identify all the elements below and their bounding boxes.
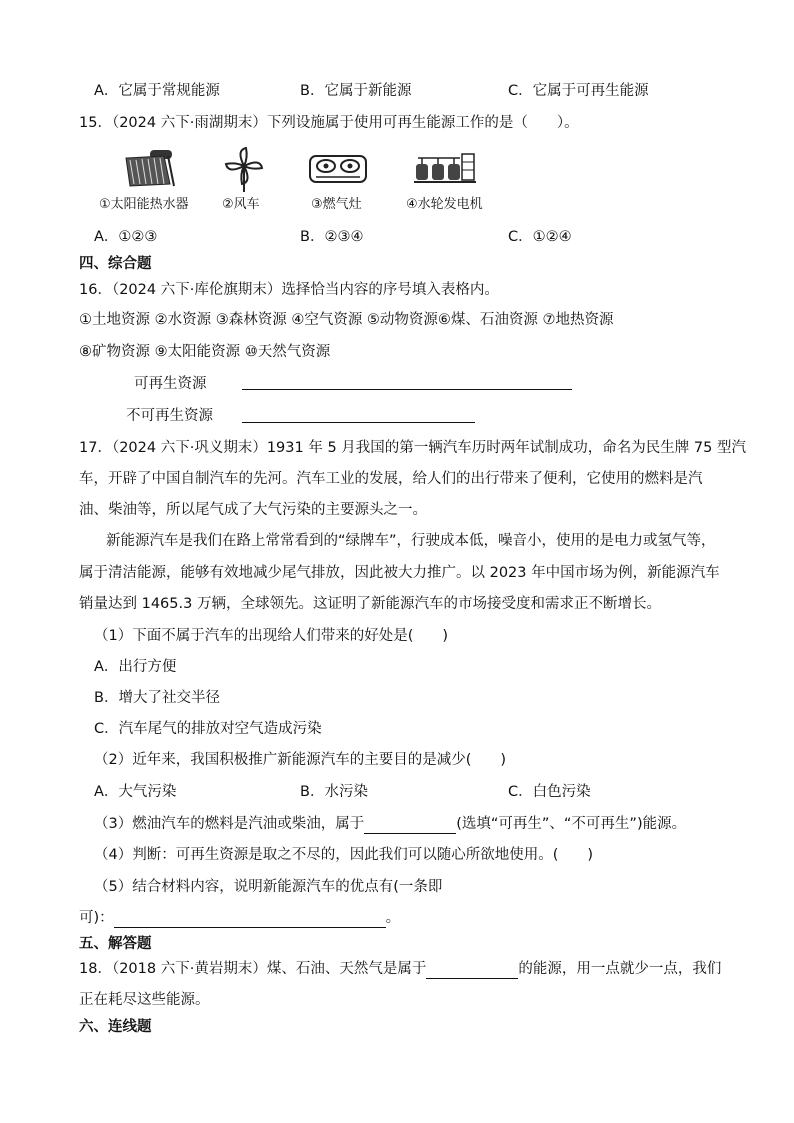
- q17-sub1-option-a: A．出行方便: [94, 659, 177, 675]
- q17-sub5-post: 。: [385, 910, 401, 926]
- section-4-heading: 四、综合题: [79, 256, 152, 272]
- q16-stem: 16．（2024 六下·库伦旗期末）选择恰当内容的序号填入表格内。: [79, 282, 499, 298]
- q17-sub2-option-c: C．白色污染: [508, 784, 591, 800]
- q17-sub5-line2: [79, 908, 400, 928]
- section-6-heading: 六、连线题: [79, 1019, 152, 1035]
- q17-sub1-option-b: B．增大了社交半径: [94, 690, 220, 706]
- q17-sub3-pre: （3）燃油汽车的燃料是汽油或柴油，属于: [94, 816, 365, 832]
- q17-sub1-option-c: C．汽车尾气的排放对空气造成污染: [94, 721, 322, 737]
- q17-p2-line2: 属于清洁能源，能够有效地减少尾气排放，因此被大力推广。以 2023 年中国市场为例，新能源汽车: [79, 565, 720, 581]
- q17-sub5-blank[interactable]: [114, 911, 386, 928]
- q16-items-line2: ⑧矿物资源 ⑨太阳能资源 ⑩天然气资源: [79, 344, 331, 360]
- q16-items-line1: ①土地资源 ②水资源 ③森林资源 ④空气资源 ⑤动物资源⑥煤、石油资源 ⑦地热资源: [79, 312, 614, 328]
- q15-stem: 15．（2024 六下·雨湖期末）下列设施属于使用可再生能源工作的是（ ）。: [79, 115, 579, 131]
- q16-nonrenewable-answer-line[interactable]: [242, 422, 475, 423]
- q17-p1-line1: 17．（2024 六下·巩义期末）1931 年 5 月我国的第一辆汽车历时两年试制成功，命名为民生牌 75 型汽: [79, 440, 746, 456]
- windmill-icon: [222, 146, 266, 192]
- q17-p1-line3: 油、柴油等，所以尾气成了大气污染的主要源头之一。: [79, 502, 427, 518]
- q18-blank[interactable]: [426, 962, 518, 979]
- q17-sub2-option-b: B．水污染: [300, 784, 368, 800]
- q16-renewable-label: 可再生资源: [134, 376, 207, 392]
- q14-option-b: B．它属于新能源: [300, 83, 412, 99]
- gas-stove-icon: [308, 152, 368, 186]
- solar-water-heater-icon: [120, 146, 180, 190]
- caption-windmill: ②风车: [222, 197, 260, 212]
- q15-option-c: C．①②④: [508, 229, 572, 245]
- q18-line1: [79, 959, 721, 979]
- q17-sub3-post: (选填“可再生”、“不可再生”)能源。: [456, 816, 687, 832]
- caption-water-turbine: ④水轮发电机: [406, 197, 483, 212]
- q16-nonrenewable-label: 不可再生资源: [126, 408, 213, 424]
- section-5-heading: 五、解答题: [79, 936, 152, 952]
- q17-sub3: [94, 814, 686, 834]
- q15-option-b: B．②③④: [300, 229, 364, 245]
- q18-post: 的能源，用一点就少一点，我们: [518, 961, 722, 977]
- q14-option-c: C．它属于可再生能源: [508, 83, 649, 99]
- caption-gas-stove: ③燃气灶: [311, 197, 362, 212]
- q17-sub1: （1）下面不属于汽车的出现给人们带来的好处是( ): [94, 628, 449, 644]
- q18-line2: 正在耗尽这些能源。: [79, 992, 210, 1008]
- q17-p2-line3: 销量达到 1465.3 万辆，全球领先。这证明了新能源汽车的市场接受度和需求正不断增长。: [79, 596, 661, 612]
- water-turbine-generator-icon: [412, 150, 478, 188]
- q17-sub5-line1: （5）结合材料内容，说明新能源汽车的优点有(一条即: [94, 879, 443, 895]
- q17-p2-line1: 新能源汽车是我们在路上常常看到的“绿牌车”，行驶成本低，噪音小，使用的是电力或氢气等，: [106, 533, 716, 549]
- q17-sub3-blank[interactable]: [364, 817, 456, 834]
- q17-sub5-pre: 可)：: [79, 910, 114, 926]
- caption-solar-water-heater: ①太阳能热水器: [99, 197, 189, 212]
- q17-sub4: （4）判断：可再生资源是取之不尽的，因此我们可以随心所欲地使用。( ): [94, 847, 594, 863]
- q14-option-a: A．它属于常规能源: [94, 83, 220, 99]
- q17-p1-line2: 车，开辟了中国自制汽车的先河。汽车工业的发展，给人们的出行带来了便利，它使用的燃料是汽: [79, 471, 703, 487]
- q17-sub2-option-a: A．大气污染: [94, 784, 177, 800]
- q16-renewable-answer-line[interactable]: [242, 389, 572, 390]
- q18-pre: 18．（2018 六下·黄岩期末）煤、石油、天然气是属于: [79, 961, 427, 977]
- q17-sub2: （2）近年来，我国积极推广新能源汽车的主要目的是减少( ): [94, 752, 507, 768]
- q15-option-a: A．①②③: [94, 229, 158, 245]
